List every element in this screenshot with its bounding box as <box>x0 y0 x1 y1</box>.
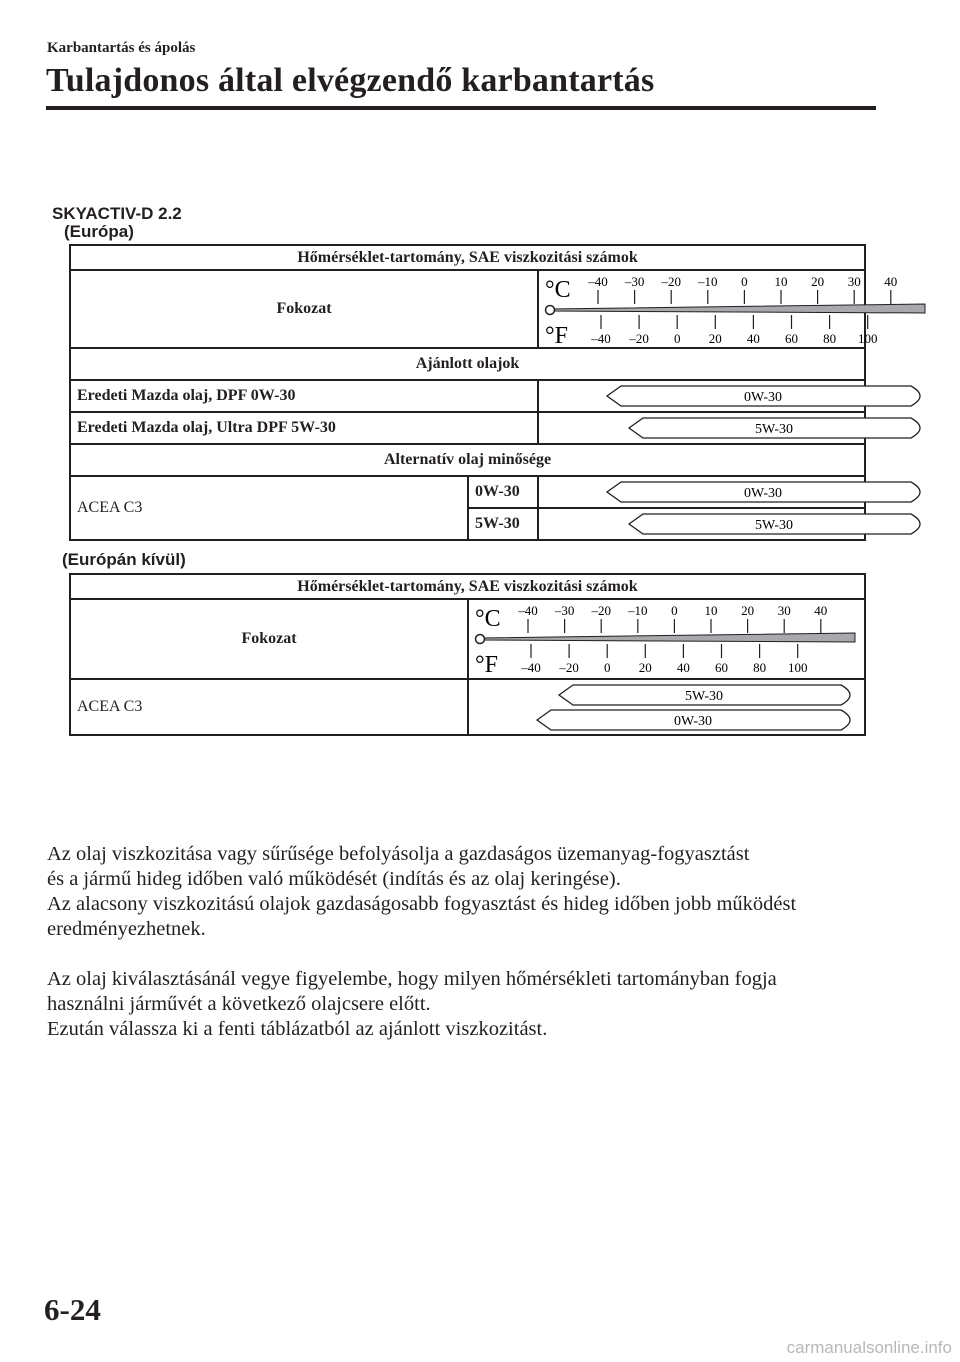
watermark: carmanualsonline.info <box>786 1338 952 1357</box>
temperature-scale-cell <box>538 270 898 348</box>
region-label-outside-europe: (Európán kívül) <box>62 550 186 569</box>
celsius-tick-label: –10 <box>628 603 648 618</box>
fahrenheit-tick-label: 40 <box>746 331 760 346</box>
range-bar-cell <box>538 508 865 540</box>
celsius-tick-label: 30 <box>777 603 791 618</box>
viscosity-range-bar <box>539 381 935 411</box>
fahrenheit-tick-label: 0 <box>603 660 611 675</box>
text-line: eredményezhetnek. <box>47 918 206 940</box>
viscosity-range-bar <box>539 477 935 507</box>
viscosity-range-bars <box>469 680 865 734</box>
celsius-unit: °C <box>545 277 571 303</box>
text-line: Az olaj kiválasztásánál vegye figyelembe, hogy milyen hőmérsékleti tartományban fogja <box>47 968 777 990</box>
fahrenheit-tick-label: –40 <box>591 331 611 346</box>
celsius-tick-label: –40 <box>588 274 608 289</box>
text-line: és a jármű hideg időben való működését (indítás és az olaj keringése). <box>47 868 621 890</box>
celsius-tick-label: –30 <box>624 274 645 289</box>
fahrenheit-tick-label: 0 <box>673 331 681 346</box>
page-title: Tulajdonos által elvégzendő karbantartás <box>46 62 655 99</box>
celsius-tick-label: 10 <box>774 274 788 289</box>
celsius-tick-label: 40 <box>814 603 828 618</box>
celsius-tick-label: 0 <box>741 274 748 289</box>
viscosity-range-bar <box>559 685 850 705</box>
region-label-europe: (Európa) <box>64 222 134 241</box>
range-bar-label: 5W-30 <box>684 689 724 704</box>
fahrenheit-tick-label: 100 <box>857 331 878 346</box>
celsius-tick-label: 0 <box>671 603 678 618</box>
viscosity-range-bar <box>539 509 935 539</box>
title-rule <box>46 106 876 110</box>
body-text <box>47 842 887 1067</box>
fahrenheit-tick-label: 40 <box>676 660 690 675</box>
fahrenheit-unit: °F <box>545 323 568 347</box>
fahrenheit-tick-label: 60 <box>785 331 798 346</box>
alternative-grade: 5W-30 <box>468 508 538 540</box>
celsius-tick-label: 20 <box>811 274 825 289</box>
celsius-tick-label: –20 <box>591 603 611 618</box>
oil-table-europe <box>69 244 898 541</box>
text-line: Ezután válassza ki a fenti táblázatból az ajánlott viszkozitást. <box>47 1018 548 1040</box>
range-bar-label: 0W-30 <box>743 486 783 501</box>
grade-label: Fokozat <box>70 599 468 679</box>
range-bar-cell <box>538 380 865 412</box>
text-line: Az alacsony viszkozitású olajok gazdaságosabb fogyasztást és hideg időben jobb működést <box>47 893 797 915</box>
recommended-heading: Ajánlott olajok <box>70 348 865 380</box>
temperature-scale <box>539 271 935 347</box>
scale-bar <box>549 304 925 313</box>
paragraph-1 <box>47 842 887 942</box>
fahrenheit-unit: °F <box>475 652 498 678</box>
range-bar-label: 0W-30 <box>743 390 783 405</box>
table-title: Hőmérséklet-tartomány, SAE viszkozitási számok <box>70 574 865 599</box>
temperature-scale <box>469 600 865 678</box>
text-line: használni járművét a következő olajcsere előtt. <box>47 993 431 1015</box>
celsius-tick-label: 20 <box>741 603 755 618</box>
celsius-tick-label: –20 <box>661 274 681 289</box>
celsius-tick-label: 40 <box>884 274 898 289</box>
fahrenheit-tick-label: 80 <box>823 331 837 346</box>
range-bar-cell <box>538 476 865 508</box>
fahrenheit-tick-label: 80 <box>753 660 767 675</box>
celsius-tick-label: –10 <box>698 274 718 289</box>
page-number: 6-24 <box>44 1292 101 1327</box>
recommended-oil-name: Eredeti Mazda olaj, Ultra DPF 5W-30 <box>70 412 538 444</box>
range-bar-cell <box>538 412 865 444</box>
fahrenheit-tick-label: –20 <box>559 660 579 675</box>
paragraph-2 <box>47 967 887 1042</box>
scale-bar <box>479 633 855 642</box>
celsius-tick-label: 10 <box>704 603 718 618</box>
fahrenheit-tick-label: –20 <box>629 331 649 346</box>
text-line: Az olaj viszkozitása vagy sűrűsége befolyásolja a gazdaságos üzemanyag-fogyasztást <box>47 843 750 865</box>
table-title: Hőmérséklet-tartomány, SAE viszkozitási számok <box>70 245 865 270</box>
celsius-unit: °C <box>475 606 501 632</box>
range-bar-label: 0W-30 <box>673 714 713 729</box>
celsius-tick-label: –40 <box>518 603 538 618</box>
alternative-heading: Alternatív olaj minősége <box>70 444 865 476</box>
fahrenheit-tick-label: 100 <box>787 660 808 675</box>
fahrenheit-tick-label: 60 <box>715 660 728 675</box>
recommended-oil-name: Eredeti Mazda olaj, DPF 0W-30 <box>70 380 538 412</box>
engine-label: SKYACTIV-D 2.2 <box>52 204 182 223</box>
range-bar-label: 5W-30 <box>754 422 794 437</box>
fahrenheit-tick-label: 20 <box>708 331 722 346</box>
oil-table-outside-europe <box>69 573 866 736</box>
celsius-tick-label: –30 <box>554 603 575 618</box>
alternative-grade: 0W-30 <box>468 476 538 508</box>
spec-label: ACEA C3 <box>70 679 468 735</box>
viscosity-range-bar <box>537 710 850 730</box>
section-label: Karbantartás és ápolás <box>47 40 196 56</box>
scale-end-circle <box>546 306 555 315</box>
scale-end-circle <box>476 635 485 644</box>
fahrenheit-tick-label: 20 <box>638 660 652 675</box>
fahrenheit-tick-label: –40 <box>521 660 541 675</box>
range-bar-cell <box>468 679 865 735</box>
temperature-scale-cell <box>468 599 865 679</box>
alternative-spec: ACEA C3 <box>70 476 468 540</box>
range-bar-label: 5W-30 <box>754 518 794 533</box>
grade-label: Fokozat <box>70 270 538 348</box>
viscosity-range-bar <box>539 413 935 443</box>
celsius-tick-label: 30 <box>847 274 861 289</box>
